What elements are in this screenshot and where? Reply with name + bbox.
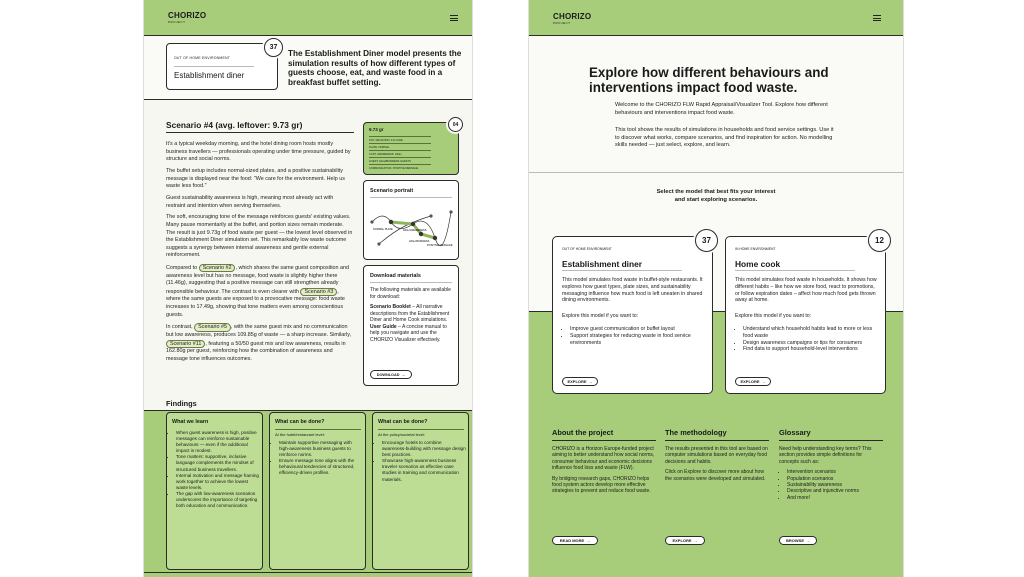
scenario-link[interactable]: Scenario #5 xyxy=(194,323,231,331)
home-page xyxy=(528,0,904,577)
about-project: About the project CHORIZO is a Horizon Europe-funded project aiming to better understand how social norms, consumer behaviour and economic decisions influence food loss and waste (FLW). By bridging research gaps, CHORIZO helps food system actors develop more effective strategies to prevent and reduce food waste. READ MORE → xyxy=(552,428,655,543)
scenario-detail-page xyxy=(143,0,473,577)
scenario-number-badge: 04 xyxy=(448,117,463,132)
arrow-icon: → xyxy=(693,538,698,543)
model-card xyxy=(166,43,278,90)
hero-title: Explore how different behaviours and interventions impact food waste. xyxy=(589,65,829,95)
hero-description: This tool shows the results of simulations in households and food service settings. Use it to discover what works, compare scenarios, and find inspiration for action. No modelling skills needed — just select, explore, and learn. xyxy=(615,127,834,149)
scenario-link[interactable]: Scenario #2 xyxy=(199,264,236,272)
model-name: Establishment diner xyxy=(174,71,245,80)
scenario-title: Scenario #4 (avg. leftover: 9.73 gr) xyxy=(166,120,303,130)
portrait-label: HIGH BUSINESS xyxy=(409,240,430,243)
arrow-icon: → xyxy=(586,538,591,543)
logo[interactable]: CHORIZO PROJECT xyxy=(168,11,207,24)
select-model-prompt: Select the model that best fits your interest and start exploring scenarios. xyxy=(656,189,776,203)
explore-button[interactable]: EXPLORE → xyxy=(735,377,771,386)
model-card-home-cook[interactable]: IN HOME ENVIRONMENT Home cook This model simulates food waste in households. It shows how different habits – like how we store food, react to promotions, or follow expiration dates – affect how much food gets thrown away at home. Explore this model if you want to: • Understand which household habits lead to more or less food waste • Design awareness campaigns or tips for consumers • Find data to support household-level interventions EXPLORE → 12 xyxy=(725,236,886,394)
portrait-label: HIGH AWARENESS xyxy=(403,229,427,232)
top-bar xyxy=(144,0,472,36)
user-guide-link[interactable]: User Guide xyxy=(370,323,397,330)
model-count-badge: 37 xyxy=(264,38,283,57)
scenario-link[interactable]: Scenario #3 xyxy=(300,288,337,296)
model-name: Establishment diner xyxy=(562,259,643,269)
read-more-button[interactable]: READ MORE → xyxy=(552,536,598,545)
summary-row: PLATE: NORMAL xyxy=(369,143,431,149)
browse-button[interactable]: BROWSE → xyxy=(779,536,817,545)
leftover-value: 9.73 gr xyxy=(369,127,384,132)
portrait-title: Scenario portrait xyxy=(370,188,414,194)
model-count-badge: 12 xyxy=(868,229,891,252)
findings-card-policy: What can be done? At the policy/societal level: • Encourage hotels to combine awareness-building with message design best practices. • Showcase high-awareness business traveler scenarios as effective case studies in training and communication materials. xyxy=(372,412,469,570)
download-button[interactable]: DOWNLOAD → xyxy=(370,370,412,379)
top-bar xyxy=(529,0,903,36)
scenario-summary-card xyxy=(363,122,459,175)
model-card-establishment-diner[interactable]: OUT OF HOME ENVIRONMENT Establishment diner This model simulates food waste in buffet-style restaurants. It explores how guest types, plate sizes, and sustainability messaging influence how much food is left uneaten in shared dining environments. Explore this model if you want to: • Improve guest communication or buffet layout • Support strategies for reducing waste in food service environments EXPLORE → 37 xyxy=(552,236,713,394)
methodology: The methodology The results presented in this tool are based on computer simulations based on everyday food decisions and habits. Click on Explore to discover more about how the scenarios were developed and simulated. EXPLORE → xyxy=(665,428,768,543)
findings-card-hotel: What can be done? At the hotel/restaurant level: • Maintain supportive messaging with high-awareness business guests to reinforce norms. • Ensure message tone aligns with the behavioural tendencies of structured, efficiency-driven profiles. xyxy=(269,412,366,570)
arrow-icon: → xyxy=(761,379,766,384)
portrait-label: POSITIVE MESSAGE xyxy=(427,244,453,247)
download-materials-card xyxy=(363,265,459,386)
model-count-badge: 37 xyxy=(695,229,718,252)
download-text: The following materials are available for download: Scenario Booklet – All narrative descriptions from the Establishment Diner and Home Cook simulations. User Guide – A concise manual to help you navigate and use the CHORIZO Visualizer effectively. xyxy=(370,287,451,343)
hero-welcome: Welcome to the CHORIZO FLW Rapid Appraisal/Visualizer Tool. Explore how different behaviours and interventions impact food waste. xyxy=(615,102,828,116)
menu-icon[interactable] xyxy=(873,15,881,21)
scenario-portrait-card xyxy=(363,180,459,260)
menu-icon[interactable] xyxy=(450,15,458,21)
logo[interactable]: CHORIZO PROJECT xyxy=(553,12,592,25)
model-name: Home cook xyxy=(735,259,781,269)
scenario-link[interactable]: Scenario #11 xyxy=(166,340,205,348)
explore-methodology-button[interactable]: EXPLORE → xyxy=(665,536,705,545)
model-intro: The Establishment Diner model presents the simulation results of how different types of guests choose, eat, and waste food in a breakfast buffet setting. xyxy=(288,49,462,87)
explore-button[interactable]: EXPLORE → xyxy=(562,377,598,386)
scenario-narrative: It's a typical weekday morning, and the hotel dining room hosts mostly business travellers — professionals operating under time pressure, guided by structure and social norms. The buffet setup includes normal-sized plates, and a positive sustainability message is displayed near the food: "We care for the environment. Help us waste less food." Guest sustainability awareness is high, meaning most already act with restraint and intention when serving themselves. The soft, encouraging tone of the message reinforces guests' existing values. Many pause momentarily at the buffet, and portion sizes remain moderate. The result is just 9.73g of food waste per guest — the lowest level observed in the Establishment Diner simulation set. This remarkably low waste outcome suggests a synergy between internal awareness and gentle external reinforcement. Compared to Scenario #2 , which shares the same guest composition and awareness level but has no message, food waste is slightly higher there (11.46g), suggesting that a positive message can still strengthen already responsible behaviour. The contrast is even clearer with Scenario #3 , where the same guests are exposed to a provocative message: food waste increases to 17.49g, showing that tone matters even among conscientious guests. In contrast, Scenario #5 , with the same guest mix and no communication but low awareness, produces 109.85g of waste — a sharp increase. Similarly, Scenario #11 , featuring a 50/50 guest mix and low awareness, results in 162.80g per guest, reinforcing how the combination of awareness and message tone influences outcomes. xyxy=(166,141,353,362)
summary-row: COMMUNICATION: POSITIVE MESSAGE xyxy=(369,164,431,170)
portrait-label: NORMAL PLATE xyxy=(373,228,393,231)
arrow-icon: → xyxy=(806,538,810,543)
summary-row: STD. DEVIATION: 3.11 G/DE xyxy=(369,136,431,142)
hero xyxy=(529,36,903,178)
findings-card-learn: What we learn • When guest awareness is high, positive messages can reinforce sustainable behaviours — even if the additional impact is modest. • Tone matters: supportive, inclusive language complements the mindset of structured business travellers. • Internal motivation and message framing work together to achieve the lowest waste levels. • The gap with low-awareness scenarios underscores the importance of targeting both education and communication. xyxy=(166,412,263,570)
scenario-portrait-diagram xyxy=(369,202,455,256)
summary-row: CUST. AWARENESS: HIGH xyxy=(369,150,431,156)
glossary: Glossary Need help understanding key terms? This section provides simple definitions for concepts such as: • Intervention scenarios • Population scenarios • Sustainability awareness • Descriptive and injunctive norms • And more! BROWSE → xyxy=(779,428,883,548)
download-title: Download materials xyxy=(370,273,421,279)
scenario-booklet-link[interactable]: Scenario Booklet xyxy=(370,304,411,310)
summary-row: GUEST: HIGH/BUSINESS GUESTS xyxy=(369,157,431,163)
arrow-icon: → xyxy=(588,379,593,384)
findings-title: Findings xyxy=(166,399,197,408)
arrow-icon: → xyxy=(401,372,406,377)
model-environment: OUT OF HOME ENVIRONMENT xyxy=(174,56,231,60)
